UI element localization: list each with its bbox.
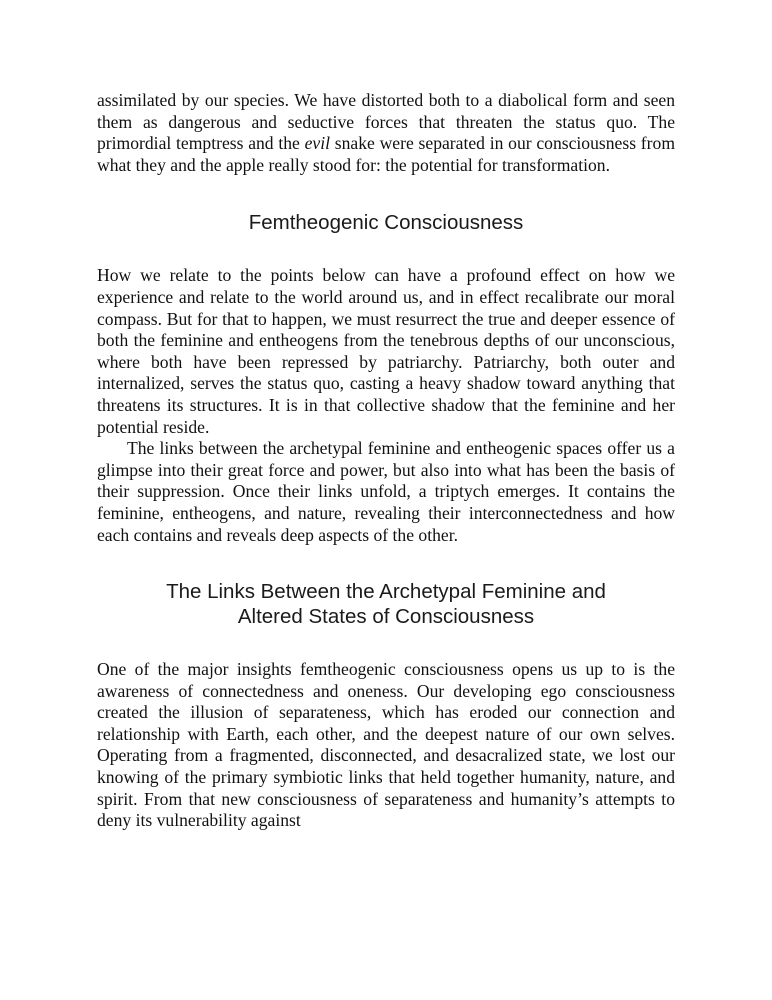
paragraph-continuation	[97, 90, 675, 176]
paragraph-points-below: How we relate to the points below can have a profound effect on how we experience and relate to the world around us, and in effect recalibrate our moral compass. But for that to happen, we must resurrect the true and deeper essence of both the feminine and entheogens from the tenebrous depths of our unconscious, where both have been repressed by patriarchy. Patriarchy, both outer and internalized, serves the status quo, casting a heavy shadow toward anything that threatens its structures. It is in that collective shadow that the feminine and her potential reside.	[97, 265, 675, 437]
section-heading-links-line-1: The Links Between the Archetypal Feminine and	[166, 580, 606, 604]
paragraph-1-text-end: snake were separated in our consciousness from what they and the apple really stood for: the potential for transformation.	[97, 133, 676, 175]
paragraph-links-triptych: The links between the archetypal feminine and entheogenic spaces offer us a glimpse into their great force and power, but also into what has been the basis of their suppression. Once their links unfold, a triptych emerges. It contains the feminine, entheogens, and nature, revealing their interconnectedness and how each contains and reveals deep aspects of the other.	[97, 438, 675, 545]
paragraph-1-text-start: assimilated by our species. We have distorted both to a diabolical form and seen them as dangerous and seductive forces that threaten the status quo. The primordial temptress and the	[97, 90, 675, 154]
paragraph-major-insights: One of the major insights femtheogenic consciousness opens us up to is the awareness of connectedness and oneness. Our developing ego consciousness created the illusion of separateness, which has eroded our connection and relationship with Earth, each other, and the deepest nature of our own selves. Operating from a fragmented, disconnected, and desacralized state, we lost our knowing of the primary symbiotic links that held together humanity, nature, and spirit. From that new consciousness of separateness and humanity’s attempts to deny its vulnerability against	[97, 659, 675, 831]
section-heading-links	[97, 579, 675, 629]
page-body	[97, 90, 675, 832]
paragraph-1-emphasis: evil	[304, 133, 331, 154]
section-heading-links-line-2: Altered States of Consciousness	[237, 605, 535, 629]
section-heading-femtheogenic: Femtheogenic Consciousness	[248, 211, 524, 235]
